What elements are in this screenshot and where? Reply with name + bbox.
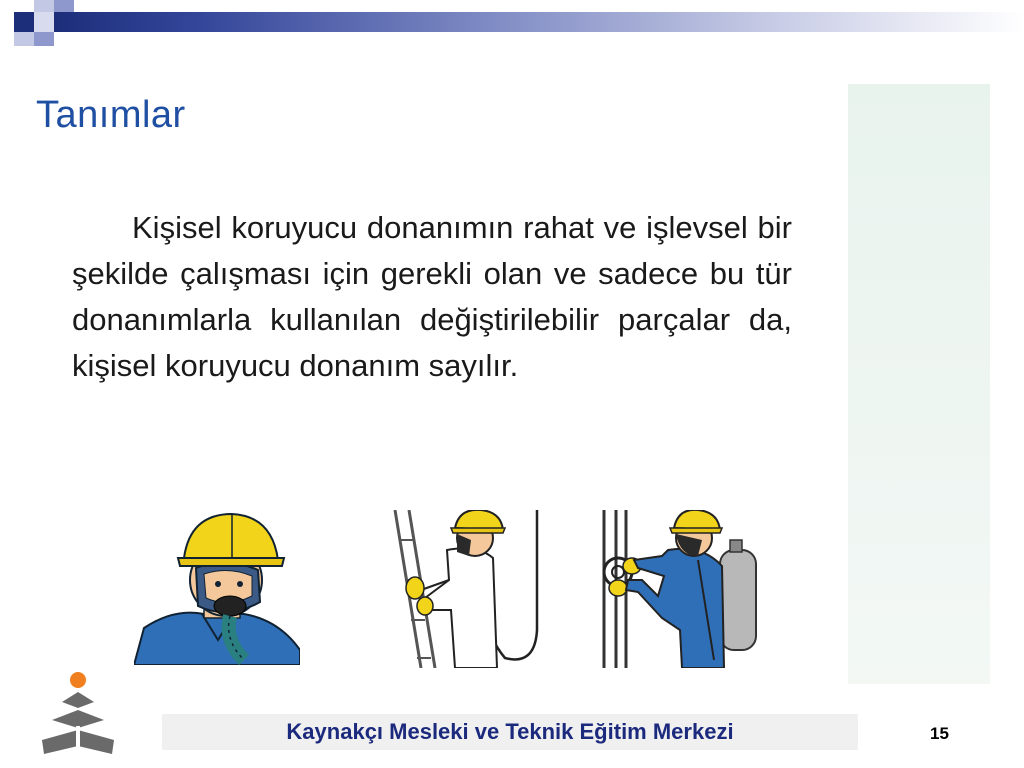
institution-logo-icon [32, 670, 124, 758]
worker-full-face-mask-icon [134, 510, 300, 665]
decor-square [14, 32, 34, 46]
top-gradient-band [54, 12, 1024, 32]
page-number: 15 [930, 724, 949, 743]
top-decoration [0, 0, 1024, 48]
decor-square [14, 12, 34, 32]
worker-breathing-apparatus-icon [598, 510, 760, 668]
decor-square [34, 32, 54, 46]
decor-square [34, 0, 54, 12]
slide-body-text: Kişisel koruyucu donanımın rahat ve işlevsel bir şekilde çalışması için gerekli olan ve sadece bu tür donanımlarla kullanılan değiştirilebilir parçalar da, kişisel koruyucu donanım sayılır. [72, 210, 792, 383]
footer-institution-bar [162, 714, 858, 750]
decor-square [54, 0, 74, 12]
slide-title: Tanımlar [36, 94, 186, 136]
worker-airline-respirator-icon [385, 510, 550, 668]
footer-institution-name: Kaynakçı Mesleki ve Teknik Eğitim Merkezi [286, 719, 734, 744]
side-panel [848, 84, 990, 684]
decor-square [34, 12, 54, 32]
